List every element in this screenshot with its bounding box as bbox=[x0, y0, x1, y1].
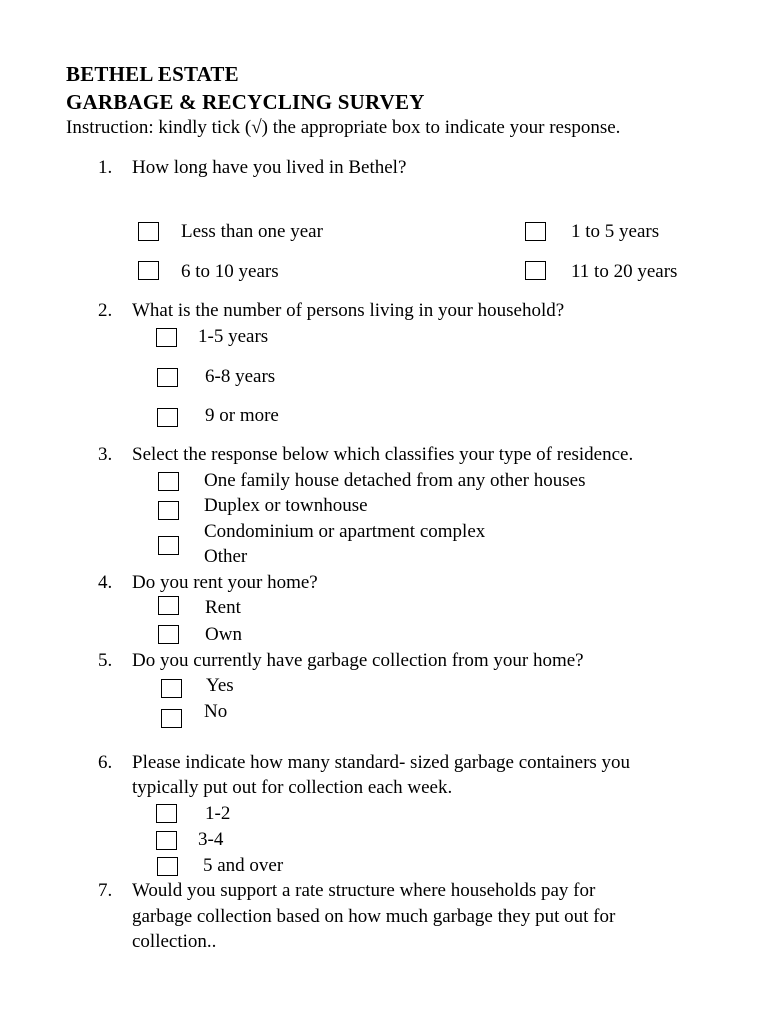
q1-option-label: 11 to 20 years bbox=[571, 261, 678, 282]
q1-option-label: 6 to 10 years bbox=[181, 261, 279, 282]
q6-checkbox-5-and-over[interactable] bbox=[157, 857, 178, 876]
q1-option-label: Less than one year bbox=[181, 221, 323, 242]
question-5-number: 5. bbox=[98, 650, 113, 671]
question-7-text-line1: Would you support a rate structure where households pay for bbox=[132, 880, 596, 901]
q3-option-label: Other bbox=[204, 546, 248, 567]
q6-checkbox-1-2[interactable] bbox=[156, 804, 177, 823]
survey-title-estate: BETHEL ESTATE bbox=[66, 62, 239, 86]
q3-checkbox-condominium-or-other[interactable] bbox=[158, 536, 179, 555]
q6-option-label: 5 and over bbox=[203, 855, 284, 876]
instruction-text: Instruction: kindly tick (√) the appropriate box to indicate your response. bbox=[66, 117, 621, 138]
question-2-text: What is the number of persons living in your household? bbox=[132, 300, 565, 321]
question-7-text-line3: collection.. bbox=[132, 931, 217, 952]
q2-option-label: 1-5 years bbox=[198, 326, 269, 347]
q1-checkbox-6-to-10-years[interactable] bbox=[138, 261, 159, 280]
q4-option-label: Own bbox=[205, 624, 242, 645]
q5-option-label: No bbox=[204, 701, 228, 722]
q6-option-label: 3-4 bbox=[198, 829, 224, 850]
question-6-number: 6. bbox=[98, 752, 113, 773]
q5-option-label: Yes bbox=[206, 675, 234, 696]
q3-option-label: One family house detached from any other houses bbox=[204, 470, 586, 491]
q1-checkbox-less-than-one-year[interactable] bbox=[138, 222, 159, 241]
q2-option-label: 6-8 years bbox=[205, 366, 276, 387]
survey-title: GARBAGE & RECYCLING SURVEY bbox=[66, 90, 425, 114]
question-5-text: Do you currently have garbage collection from your home? bbox=[132, 650, 584, 671]
q2-checkbox-9-or-more[interactable] bbox=[157, 408, 178, 427]
q5-checkbox-yes[interactable] bbox=[161, 679, 182, 698]
q5-checkbox-no[interactable] bbox=[161, 709, 182, 728]
question-4-text: Do you rent your home? bbox=[132, 572, 318, 593]
q1-option-label: 1 to 5 years bbox=[571, 221, 660, 242]
question-6-text-line1: Please indicate how many standard- sized garbage containers you bbox=[132, 752, 631, 773]
q2-option-label: 9 or more bbox=[205, 405, 279, 426]
q3-checkbox-duplex[interactable] bbox=[158, 501, 179, 520]
q6-option-label: 1-2 bbox=[205, 803, 231, 824]
question-4-number: 4. bbox=[98, 572, 113, 593]
question-7-text-line2: garbage collection based on how much garbage they put out for bbox=[132, 906, 616, 927]
q3-checkbox-one-family-house[interactable] bbox=[158, 472, 179, 491]
q4-checkbox-rent[interactable] bbox=[158, 596, 179, 615]
question-7-number: 7. bbox=[98, 880, 113, 901]
question-3-number: 3. bbox=[98, 444, 113, 465]
question-1-number: 1. bbox=[98, 157, 113, 178]
q6-checkbox-3-4[interactable] bbox=[156, 831, 177, 850]
question-3-text: Select the response below which classifies your type of residence. bbox=[132, 444, 634, 465]
q3-option-label: Duplex or townhouse bbox=[204, 495, 368, 516]
q3-option-label: Condominium or apartment complex bbox=[204, 521, 486, 542]
q1-checkbox-11-to-20-years[interactable] bbox=[525, 261, 546, 280]
q4-option-label: Rent bbox=[205, 597, 241, 618]
question-1-text: How long have you lived in Bethel? bbox=[132, 157, 407, 178]
q2-checkbox-6-8[interactable] bbox=[157, 368, 178, 387]
q1-checkbox-1-to-5-years[interactable] bbox=[525, 222, 546, 241]
q4-checkbox-own[interactable] bbox=[158, 625, 179, 644]
question-2-number: 2. bbox=[98, 300, 113, 321]
q2-checkbox-1-5[interactable] bbox=[156, 328, 177, 347]
question-6-text-line2: typically put out for collection each week. bbox=[132, 777, 453, 798]
